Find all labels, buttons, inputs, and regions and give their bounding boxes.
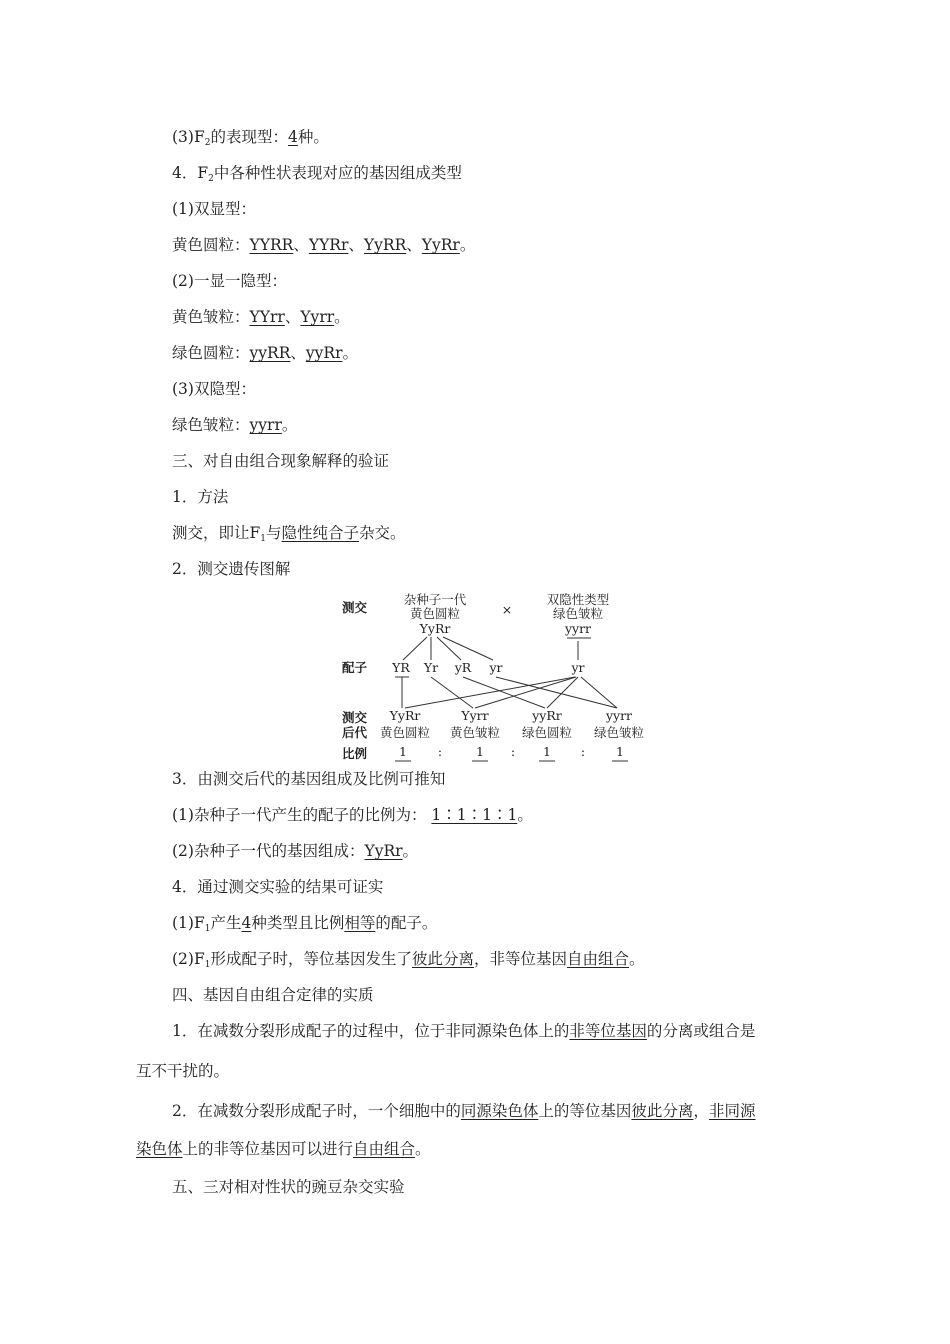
cross-symbol: × [501,602,513,617]
offspring-phenotype: 黄色圆粒 [379,725,431,740]
line [463,677,545,708]
text-line: 2．在减数分裂形成配子时，一个细胞中的同源染色体上的等位基因彼此分离，非同源 [172,1102,756,1120]
offspring-label: 后代 [342,725,368,740]
offspring-genotype: YyRr [389,708,421,723]
text-line: 绿色圆粒：yyRR、yyRr。 [172,344,358,362]
gamete: yr [489,660,503,675]
ratio-separator: : [437,744,443,759]
line [431,677,473,708]
arrow [443,637,493,660]
ratio-value: 1 [399,744,407,759]
offspring-genotype: yyRr [532,708,562,723]
gamete: yR [454,660,472,675]
offspring-phenotype: 绿色皱粒 [593,725,645,740]
text-line: (2)一显一隐型： [172,272,287,290]
text-line: 绿色皱粒：yyrr。 [172,416,298,434]
subsection-heading: 2．测交遗传图解 [172,560,291,578]
text-line: 黄色皱粒：YYrr、Yyrr。 [172,308,350,326]
ratio-value: 1 [476,744,484,759]
section-heading: 三、对自由组合现象解释的验证 [172,452,390,470]
text-line: (2)杂种子一代的基因组成：YyRr。 [172,842,419,860]
offspring-genotype: yyrr [605,708,633,723]
text-line: $(3)F_2$的表现型：4种。 [172,128,329,148]
text-line: (1)杂种子一代产生的配子的比例为： 1∶1∶1∶1。 [172,806,533,824]
parent2-phenotype: 绿色皱粒 [552,606,604,621]
text-line: 染色体上的非等位基因可以进行自由组合。 [136,1140,431,1158]
arrow [437,637,461,660]
subsection-heading: 3．由测交后代的基因组成及比例可推知 [172,770,446,788]
section-heading: 四、基因自由组合定律的实质 [172,986,374,1004]
offspring-label: 测交 [342,710,368,725]
section-heading: 五、三对相对性状的豌豆杂交实验 [172,1178,405,1196]
gamete: Yr [423,660,439,675]
ratio-separator: : [580,744,586,759]
ratio-value: 1 [543,744,551,759]
parent1-label: 杂种子一代 [403,592,467,607]
arrow [403,637,427,660]
subsection-heading: 4．通过测交实验的结果可证实 [172,878,384,896]
text-line: 1．在减数分裂形成配子的过程中，位于非同源染色体上的非等位基因的分离或组合是 [172,1022,756,1040]
offspring-phenotype: 黄色皱粒 [449,725,501,740]
text-line: $(1)F_1$产生4种类型且比例相等的配子。 [172,914,438,934]
parent1-phenotype: 黄色圆粒 [409,606,461,621]
ratio-value: 1 [616,744,624,759]
parent2-label: 双隐性类型 [546,592,610,607]
parent1-genotype: YyRr [419,621,451,636]
text-line: 黄色圆粒：YYRR、YYRr、YyRR、YyRr。 [172,236,476,254]
gamete: yr [571,660,585,675]
offspring-phenotype: 绿色圆粒 [521,725,573,740]
gamete: YR [392,660,410,675]
text-line: (3)双隐型： [172,380,256,398]
text-line: (1)双显型： [172,200,256,218]
gamete-label: 配子 [342,660,368,675]
text-line: 测交，即让$F_1$与隐性纯合子杂交。 [172,524,406,544]
ratio-separator: : [510,744,516,759]
subsection-heading: 1．方法 [172,488,229,506]
offspring-genotype: Yyrr [461,708,489,723]
ratio-label: 比例 [342,746,368,761]
text-line: 互不干扰的。 [136,1062,230,1080]
parent2-genotype: yyrr [564,621,592,636]
test-cross-diagram [335,588,655,764]
diagram-cross-label: 测交 [342,600,368,615]
text-line: $(2)F_1$形成配子时，等位基因发生了彼此分离，非等位基因自由组合。 [172,950,645,970]
section-heading: 4．$F_2$中各种性状表现对应的基因组成类型 [172,164,462,184]
